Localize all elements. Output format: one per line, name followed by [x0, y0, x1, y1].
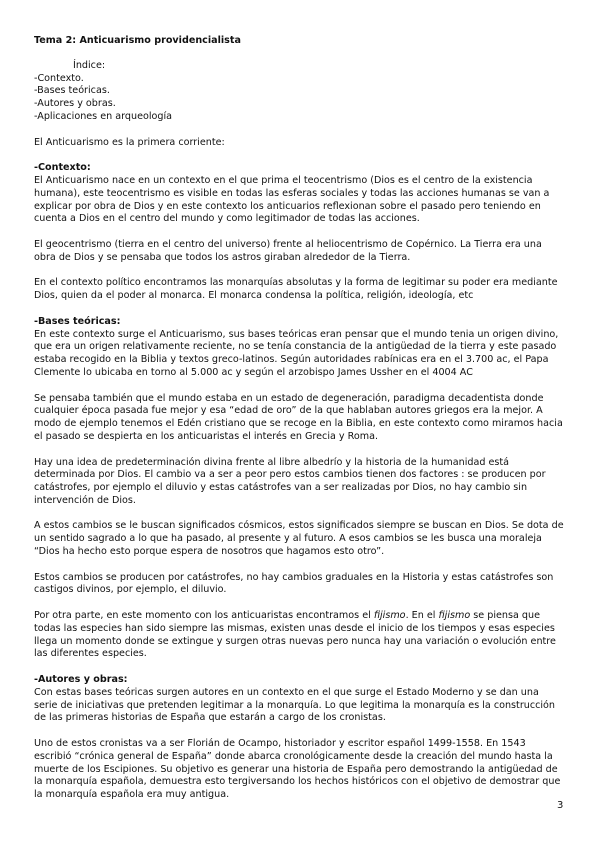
text-run: . En el: [405, 610, 439, 622]
section-heading-contexto: -Contexto:: [34, 162, 91, 174]
fijismo-term: fijismo: [438, 610, 471, 622]
index-item: -Autores y obras.: [34, 98, 116, 110]
paragraph: El Anticuarismo nace en un contexto en el que prima el teocentrismo (Dios es el centro de la existencia humana), este teocentrismo es visible en todas las esferas sociales y todas las acciones humanas se van a explicar por obra de Dios y en este contexto los anticuarios reflexionan sobre el pasado pero teniendo en cuenta a Dios en el centro del mundo y como legitimador de todas las acciones.: [34, 174, 550, 225]
index-heading: Índice:: [73, 59, 106, 71]
section-heading-bases-teoricas: -Bases teóricas:: [34, 315, 121, 327]
paragraph: Uno de estos cronistas va a ser Florián de Ocampo, historiador y escritor español 1499-1558. En 1543 escribió “crónica general de España” donde abarca cronológicamente desde la creación del mundo hasta la muerte de los Escipiones. Su objetivo es generar una historia de España pero demostrando la antigüedad de la monarquía española, demuestra esto tergiversando los hechos históricos con el objetivo de demostrar que la monarquía española era muy antigua.: [34, 738, 561, 801]
index-item: -Aplicaciones en arqueología: [34, 110, 173, 122]
paragraph: Hay una idea de predeterminación divina frente al libre albedrío y la historia de la humanidad está determinada por Dios. El cambio va a ser a peor pero estos cambios tienen dos factores : se producen por catástrofes, por ejemplo el diluvio y estas catástrofes van a ser realizadas por Dios, no hay cambio sin intervención de Dios.: [34, 456, 546, 506]
document-title: Tema 2: Anticuarismo providencialista: [34, 35, 241, 46]
paragraph-fijismo: [34, 610, 564, 661]
text-run: se piensa que todas las especies han sido siempre las mismas, existen unas desde el inicio de los tiempos y esas especies llega un momento donde se extingue y surgen otras nuevas pero nunca hay una variación o evolución entre las diferentes especies.: [34, 610, 556, 660]
index-item: -Contexto.: [34, 72, 84, 84]
paragraph: Estos cambios se producen por catástrofes, no hay cambios graduales en la Historia y estas catástrofes son castigos divinos, por ejemplo, el diluvio.: [34, 571, 554, 596]
fijismo-term: fijismo: [373, 610, 406, 622]
index-item: -Bases teóricas.: [34, 85, 110, 97]
page-content: [34, 35, 564, 815]
page-number: 3: [557, 800, 564, 811]
paragraph: A estos cambios se le buscan significados cósmicos, estos significados siempre se buscan en Dios. Se dota de un sentido sagrado a lo que ha pasado, al presente y al futuro. A esos cambios se les busca una moraleja “Dios ha hecho esto porque espera de nosotros que hagamos esto otro”.: [34, 520, 564, 558]
text-run: Por otra parte, en este momento con los anticuaristas encontramos el: [34, 610, 374, 622]
paragraph: En el contexto político encontramos las monarquías absolutas y la forma de legitimar su poder era mediante Dios, quien da el poder al monarca. El monarca condensa la política, religión, ideología, etc: [34, 277, 558, 302]
paragraph: El geocentrismo (tierra en el centro del universo) frente al heliocentrismo de Copérnico. La Tierra era una obra de Dios y se pensaba que todos los astros giraban alrededor de la Tierra.: [34, 238, 542, 263]
section-heading-autores-obras: -Autores y obras:: [34, 674, 128, 686]
paragraph: Se pensaba también que el mundo estaba en un estado de degeneración, paradigma decadentista donde cualquier época pasada fue mejor y esa “edad de oro” de la que hablaban autores griegos era la mejor. A modo de ejemplo tenemos el Edén cristiano que se recoge en la Biblia, en este contexto como miramos hacia el pasado se despierta en los anticuaristas el interés en Grecia y Roma.: [34, 392, 563, 442]
paragraph: Con estas bases teóricas surgen autores en un contexto en el que surge el Estado Moderno y se dan una serie de iniciativas que pretenden legitimar a la monarquía. Lo que legitima la monarquía es la construcción de las primeras historias de España que estarán a cargo de los cronistas.: [34, 686, 556, 724]
index-list: [34, 73, 564, 124]
paragraph: En este contexto surge el Anticuarismo, sus bases teóricas eran pensar que el mundo tenia un origen divino, que era un origen relativamente reciente, no se tenía constancia de la antigüedad de la tierra y este pasado estaba recogido en la Biblia y textos greco-latinos. Según autoridades rabínicas era en el 3.700 ac, el Papa Clemente lo ubicaba en torno al 5.000 ac y según el arzobispo James Ussher en el 4004 AC: [34, 328, 559, 378]
intro-paragraph: El Anticuarismo es la primera corriente:: [34, 136, 225, 148]
